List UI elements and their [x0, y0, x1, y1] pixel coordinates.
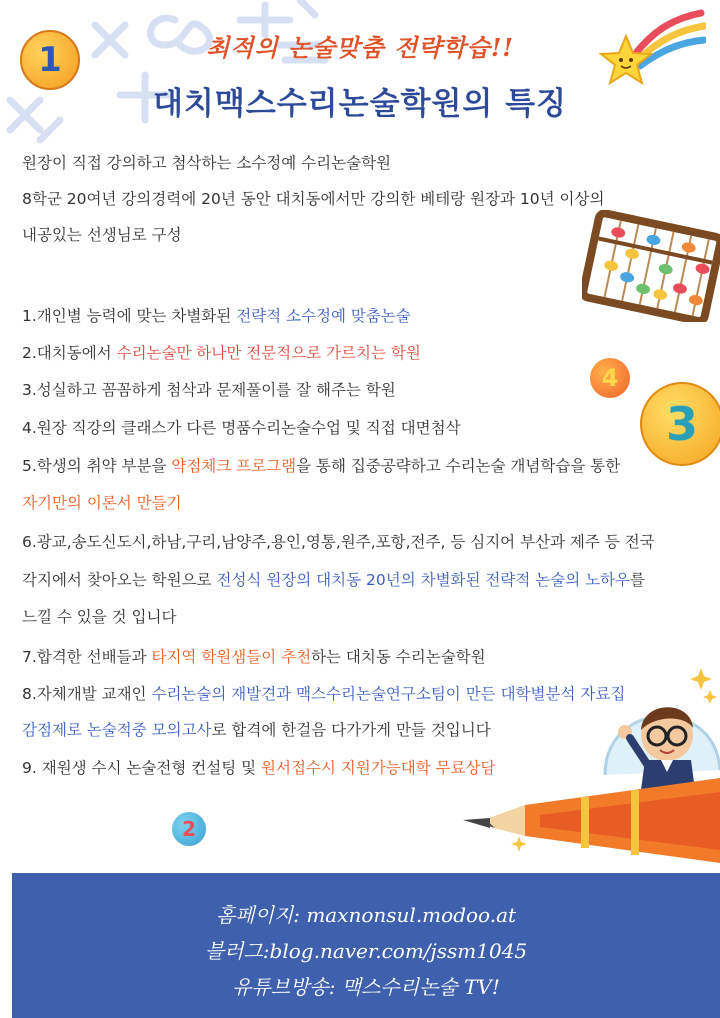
feature-text: 로 합격에 한걸음 다가가게 만들 것입니다 [211, 721, 491, 739]
feature-text: 8.자체개발 교재인 [22, 685, 152, 703]
feature-highlight: 전략적 소수정예 맞춤논술 [236, 307, 411, 325]
feature-text: 을 통해 집중공략하고 수리논술 개념학습을 통한 [296, 457, 621, 475]
feature-9 [22, 758, 495, 778]
feature-3: 3.성실하고 꼼꼼하게 첨삭과 문제풀이를 잘 해주는 학원 [22, 381, 396, 399]
feature-highlight: 전성식 원장의 대치동 20년의 차별화된 전략적 논술의 노하우 [216, 571, 631, 589]
feature-6-line-2 [22, 570, 645, 590]
ball-number: 2 [182, 817, 196, 841]
feature-5 [22, 456, 620, 476]
feature-7 [22, 647, 486, 667]
feature-5-line-2: 자기만의 이론서 만들기 [22, 494, 182, 512]
intro-line-3: 내공있는 선생님로 구성 [22, 226, 182, 244]
feature-4: 4.원장 직강의 클래스가 다른 명품수리논술수업 및 직접 대면첨삭 [22, 419, 461, 437]
youtube-channel-link[interactable]: 유튜브방송: 맥스수리논술 TV! [232, 975, 500, 999]
feature-text: 각지에서 찾아오는 학원으로 [22, 571, 217, 589]
ball-number: 4 [601, 364, 619, 392]
feature-text: 1.개인별 능력에 맞는 차별화된 [22, 307, 237, 325]
ball-number: 1 [38, 40, 62, 80]
feature-6: 6.광교,송도신도시,하남,구리,남양주,용인,영통,원주,포항,전주, 등 심지어 부산과 제주 등 전국 [22, 533, 655, 551]
page-title: 대치맥스수리논술학원의 특징 [152, 86, 568, 122]
number-ball-2-icon [172, 812, 206, 846]
intro-line-2: 8학군 20여년 강의경력에 20년 동안 대치동에서만 강의한 베테랑 원장과 10년 이상의 [22, 190, 605, 208]
feature-8-line-2 [22, 720, 491, 740]
feature-highlight: 수리논술의 재발견과 맥스수리논술연구소팀이 만든 대학별분석 자료집 [151, 685, 626, 703]
footer-banner [12, 873, 720, 1018]
feature-highlight: 원서접수시 지원가능대학 무료상담 [261, 759, 496, 777]
homepage-link[interactable]: 홈페이지: maxnonsul.modoo.at [215, 903, 517, 927]
feature-highlight: 수리논술만 하나만 전문적으로 가르치는 학원 [116, 344, 421, 362]
feature-text: 5.학생의 취약 부분을 [22, 457, 172, 475]
intro-line-1: 원장이 직접 강의하고 첨삭하는 소수정예 수리논술학원 [22, 154, 392, 172]
feature-2 [22, 343, 421, 363]
tagline: 최적의 논술맞춤 전략학습!! [206, 33, 514, 62]
feature-highlight: 감점제로 논술적중 모의고사 [22, 721, 212, 739]
feature-text: 2.대치동에서 [22, 344, 117, 362]
feature-text: 9. 재원생 수시 논술전형 컨설팅 및 [22, 759, 262, 777]
feature-highlight: 약점체크 프로그램 [171, 457, 297, 475]
abacus-icon [582, 210, 720, 322]
number-ball-3-icon [640, 382, 720, 466]
feature-1 [22, 306, 411, 326]
feature-text: 7.합격한 선배들과 [22, 648, 152, 666]
number-ball-4-icon [590, 358, 630, 398]
feature-text: 하는 대치동 수리논술학원 [311, 648, 486, 666]
feature-highlight: 타지역 학원샘들이 추천 [151, 648, 312, 666]
boy-on-pencil-rocket-icon [455, 660, 720, 873]
feature-text: 를 [630, 571, 646, 589]
blog-link[interactable]: 블러그:blog.naver.com/jssm1045 [204, 939, 528, 963]
ball-number: 3 [665, 397, 698, 451]
feature-6-line-3: 느낄 수 있을 것 입니다 [22, 608, 177, 626]
